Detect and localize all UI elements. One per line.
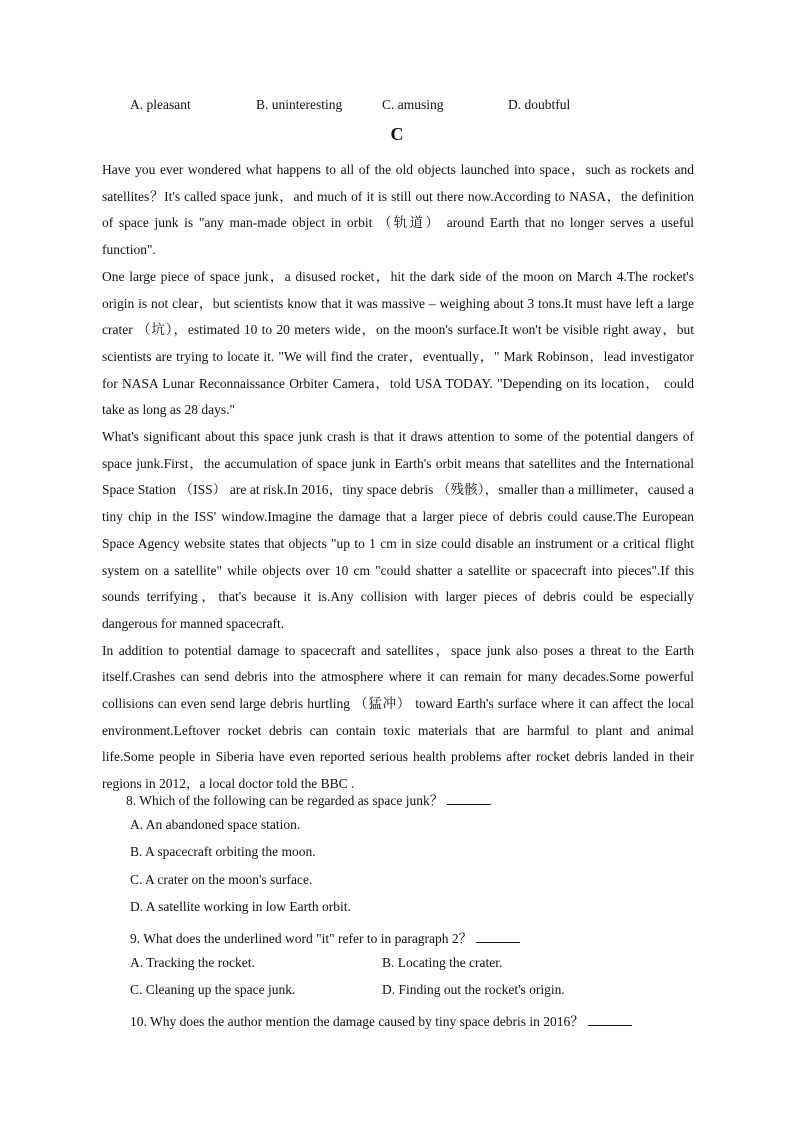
q9-option-b: B. Locating the crater. bbox=[382, 955, 503, 970]
option-a: A. pleasant bbox=[130, 97, 191, 112]
previous-question-options bbox=[130, 97, 690, 117]
answer-blank-10[interactable] bbox=[588, 1013, 632, 1026]
option-d: D. doubtful bbox=[508, 97, 571, 112]
question-8-text: 8. Which of the following can be regarded as space junk？ bbox=[126, 793, 444, 808]
answer-blank-8[interactable] bbox=[447, 792, 491, 805]
reading-passage bbox=[102, 157, 694, 798]
q8-option-d: D. A satellite working in low Earth orbit. bbox=[130, 899, 351, 914]
question-10-text: 10. Why does the author mention the damage caused by tiny space debris in 2016？ bbox=[130, 1014, 584, 1029]
section-heading: C bbox=[390, 124, 404, 144]
q8-option-b: B. A spacecraft orbiting the moon. bbox=[130, 844, 316, 859]
answer-blank-9[interactable] bbox=[476, 930, 520, 943]
question-10-stem bbox=[130, 1010, 632, 1030]
question-9-text: 9. What does the underlined word "it" refer to in paragraph 2？ bbox=[130, 931, 473, 946]
question-8-stem bbox=[126, 789, 491, 809]
q9-option-d: D. Finding out the rocket's origin. bbox=[382, 982, 565, 997]
q9-option-c: C. Cleaning up the space junk. bbox=[130, 982, 296, 997]
q9-option-a: A. Tracking the rocket. bbox=[130, 955, 255, 970]
option-c: C. amusing bbox=[382, 97, 444, 112]
q8-option-c: C. A crater on the moon's surface. bbox=[130, 872, 313, 887]
option-b: B. uninteresting bbox=[256, 97, 343, 112]
q8-option-a: A. An abandoned space station. bbox=[130, 817, 301, 832]
paragraph-2: One large piece of space junk，a disused rocket，hit the dark side of the moon on March 4.The rocket's origin is not clear，but scientists know that it was massive – weighing about 3 tons.It must have left a large crater （坑），estimated 10 to 20 meters wide，on the moon's surface.It won't be visible right away，but scientists are trying to locate it. "We will find the crater，eventually，" Mark Robinson，lead investigator for NASA Lunar Reconnaissance Orbiter Camera，told USA TODAY. "Depending on its location， could take as long as 28 days." bbox=[102, 268, 694, 418]
question-9-stem bbox=[130, 927, 520, 947]
paragraph-3: What's significant about this space junk crash is that it draws attention to some of the potential dangers of space junk.First，the accumulation of space junk in Earth's orbit means that satellites and the International Space Station （ISS） are at risk.In 2016，tiny space debris （残骸），smaller than a millimeter，caused a tiny chip in the ISS' window.Imagine the damage that a larger piece of debris could cause.The European Space Agency website states that objects "up to 1 cm in size could disable an instrument or a critical flight system on a satellite" while objects over 10 cm "could shatter a satellite or spacecraft into pieces".If this sounds terrifying，that's because it is.Any collision with larger pieces of debris could be especially dangerous for manned spacecraft. bbox=[102, 429, 694, 631]
paragraph-4: In addition to potential damage to spacecraft and satellites，space junk also poses a threat to the Earth itself.Crashes can send debris into the atmosphere where it can remain for many decades.Some powerful collisions can even send large debris hurtling （猛冲） toward Earth's surface where it can affect the local environment.Leftover rocket debris can contain toxic materials that are harmful to plant and animal life.Some people in Siberia have even reported serious health problems after rocket debris landed in their regions in 2012，a local doctor told the BBC . bbox=[102, 642, 694, 792]
paragraph-1: Have you ever wondered what happens to all of the old objects launched into space，such as rockets and satellites？It's called space junk，and much of it is still out there now.According to NASA，the definition of space junk is "any man-made object in orbit （轨道） around Earth that no longer serves a useful function". bbox=[102, 162, 694, 258]
